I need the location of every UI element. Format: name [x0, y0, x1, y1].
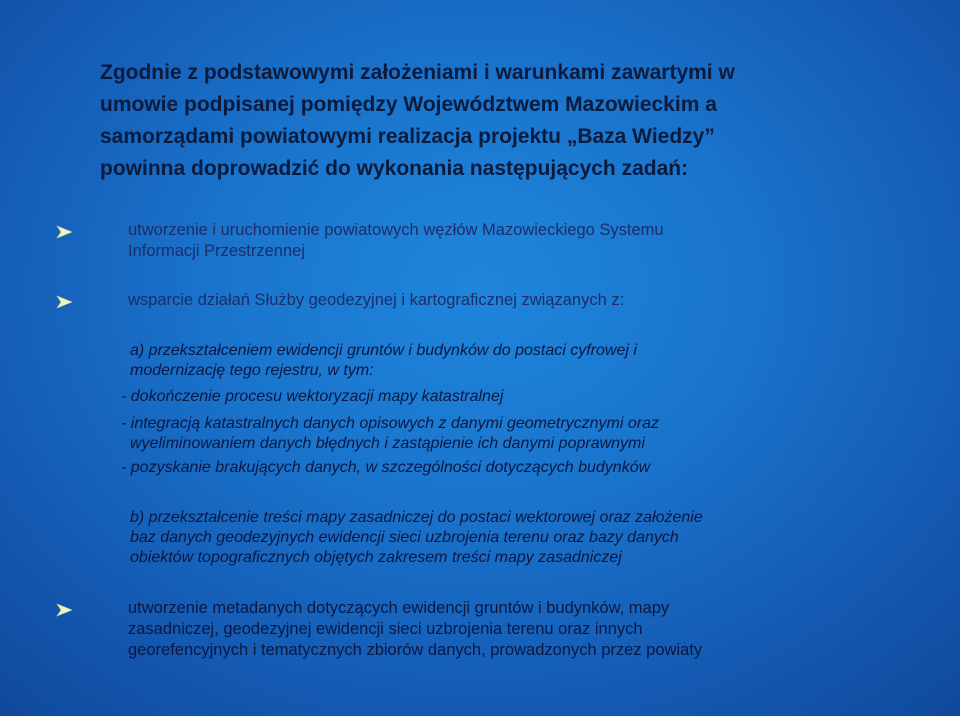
sub-line: b) przekształcenie treści mapy zasadniczej do postaci wektorowej oraz założenie: [130, 509, 703, 526]
bullet-line: Informacji Przestrzennej: [128, 242, 305, 260]
title-line: powinna doprowadzić do wykonania następujących zadań:: [100, 157, 689, 180]
sub-line: wyeliminowaniem danych błędnych i zastąpienie ich danymi poprawnymi: [130, 435, 645, 452]
sub-item-a: [130, 341, 890, 381]
title-line: Zgodnie z podstawowymi założeniami i warunkami zawartymi w: [100, 61, 735, 84]
bullet-line: georefencyjnych i tematycznych zbiorów danych, prowadzonych przez powiaty: [128, 641, 703, 659]
title-line: samorządami powiatowymi realizacja projektu „Baza Wiedzy”: [100, 125, 715, 148]
sub-item-dash: [121, 414, 881, 454]
bullet-text: [128, 290, 888, 311]
bullet-line: utworzenie i uruchomienie powiatowych węzłów Mazowieckiego Systemu: [128, 221, 664, 239]
sub-line: baz danych geodezyjnych ewidencji sieci uzbrojenia terenu oraz bazy danych: [130, 529, 679, 546]
sub-line: - integracją katastralnych danych opisowych z danymi geometrycznymi oraz: [121, 415, 660, 432]
sub-line: - dokończenie procesu wektoryzacji mapy katastralnej: [121, 388, 504, 405]
bullet-line: zasadniczej, geodezyjnej ewidencji sieci uzbrojenia terenu oraz innych: [128, 620, 643, 638]
sub-line: modernizację tego rejestru, w tym:: [130, 362, 374, 379]
title-line: umowie podpisanej pomiędzy Województwem Mazowieckim a: [100, 93, 717, 116]
sub-line: - pozyskanie brakujących danych, w szczególności dotyczących budynków: [121, 459, 651, 476]
sub-line: a) przekształceniem ewidencji gruntów i budynków do postaci cyfrowej i: [130, 342, 637, 359]
sub-item-b: [130, 508, 890, 568]
page-title: [100, 57, 860, 185]
arrow-bullet-icon: [56, 295, 74, 309]
sub-item-dash: [121, 387, 881, 407]
bullet-text: [128, 220, 888, 262]
arrow-bullet-icon: [56, 225, 74, 239]
arrow-bullet-icon: [56, 603, 74, 617]
sub-line: obiektów topograficznych objętych zakresem treści mapy zasadniczej: [130, 549, 622, 566]
sub-item-dash: [121, 458, 881, 478]
bullet-line: utworzenie metadanych dotyczących ewidencji gruntów i budynków, mapy: [128, 599, 670, 617]
bullet-text: [128, 598, 888, 661]
bullet-line: wsparcie działań Służby geodezyjnej i kartograficznej związanych z:: [128, 291, 625, 309]
